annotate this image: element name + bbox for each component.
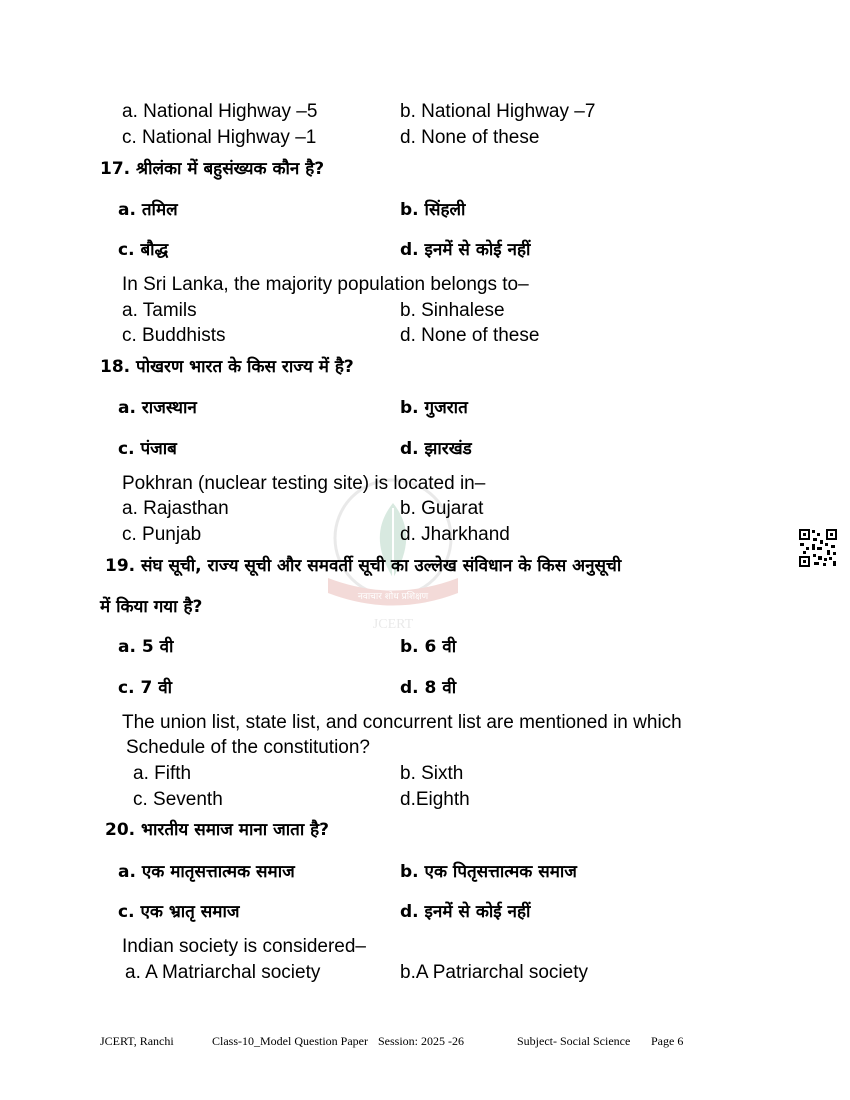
footer-org: JCERT, Ranchi <box>100 1034 174 1048</box>
q19-question-en-line1: The union list, state list, and concurrent list are mentioned in which <box>122 712 682 733</box>
q19-option-a-hi: a. 5 वी <box>118 637 174 657</box>
q18-question-hi: 18. पोखरण भारत के किस राज्य में है? <box>100 357 354 377</box>
q18-option-a-hi: a. राजस्थान <box>118 398 197 418</box>
q17-option-a-en: a. Tamils <box>122 300 197 321</box>
footer-page-number: Page 6 <box>651 1034 684 1048</box>
q18-option-d-hi: d. झारखंड <box>400 439 472 459</box>
watermark-label: JCERT <box>372 617 414 632</box>
q19-option-d-hi: d. 8 वी <box>400 678 457 698</box>
q20-question-en: Indian society is considered– <box>122 936 366 957</box>
q17-question-en: In Sri Lanka, the majority population belongs to– <box>122 274 529 295</box>
q20-option-c-hi: c. एक भ्रातृ समाज <box>118 902 240 922</box>
q17-option-d-hi: d. इनमें से कोई नहीं <box>400 240 531 260</box>
footer-paper: Class-10_Model Question Paper <box>212 1034 368 1048</box>
watermark-ribbon-text: नवाचार शोध प्रशिक्षण <box>357 592 429 602</box>
q18-option-d-en: d. Jharkhand <box>400 524 510 545</box>
q20-option-b-en: b.A Patriarchal society <box>400 962 588 983</box>
q17-option-a-hi: a. तमिल <box>118 200 178 220</box>
q18-option-b-en: b. Gujarat <box>400 498 484 519</box>
q17-option-d-en: d. None of these <box>400 325 540 346</box>
q19-question-en-line2: Schedule of the constitution? <box>126 737 371 758</box>
q19-option-b-hi: b. 6 वी <box>400 637 457 657</box>
footer-session: Session: 2025 -26 <box>378 1034 465 1048</box>
q16-option-b-en: b. National Highway –7 <box>400 101 596 122</box>
q17-option-c-hi: c. बौद्ध <box>118 240 169 260</box>
q16-option-a-en: a. National Highway –5 <box>122 101 318 122</box>
footer-subject: Subject- Social Science <box>517 1034 631 1048</box>
q17-option-b-en: b. Sinhalese <box>400 300 505 321</box>
q19-question-hi-line2: में किया गया है? <box>100 597 203 617</box>
q18-option-b-hi: b. गुजरात <box>400 398 468 418</box>
q19-option-a-en: a. Fifth <box>133 763 192 784</box>
q20-question-hi: 20. भारतीय समाज माना जाता है? <box>105 820 330 840</box>
q19-option-b-en: b. Sixth <box>400 763 464 784</box>
q19-option-c-en: c. Seventh <box>133 789 223 810</box>
q20-option-d-hi: d. इनमें से कोई नहीं <box>400 902 531 922</box>
q17-option-b-hi: b. सिंहली <box>400 200 466 220</box>
q20-option-a-hi: a. एक मातृसत्तात्मक समाज <box>118 862 295 882</box>
qr-code <box>798 528 838 568</box>
q16-option-c-en: c. National Highway –1 <box>122 127 317 148</box>
q16-option-d-en: d. None of these <box>400 127 540 148</box>
q18-option-c-en: c. Punjab <box>122 524 202 545</box>
q20-option-b-hi: b. एक पितृसत्तात्मक समाज <box>400 862 577 882</box>
q19-question-hi-line1: 19. संघ सूची, राज्य सूची और समवर्ती सूची का उल्लेख संविधान के किस अनुसूची <box>105 556 622 576</box>
q17-question-hi: 17. श्रीलंका में बहुसंख्यक कौन है? <box>100 159 325 179</box>
q19-option-d-en: d.Eighth <box>400 789 470 810</box>
q18-question-en: Pokhran (nuclear testing site) is located in– <box>122 473 486 494</box>
q19-option-c-hi: c. 7 वी <box>118 678 173 698</box>
q18-option-c-hi: c. पंजाब <box>118 439 177 459</box>
q17-option-c-en: c. Buddhists <box>122 325 226 346</box>
q18-option-a-en: a. Rajasthan <box>122 498 229 519</box>
q20-option-a-en: a. A Matriarchal society <box>125 962 321 983</box>
